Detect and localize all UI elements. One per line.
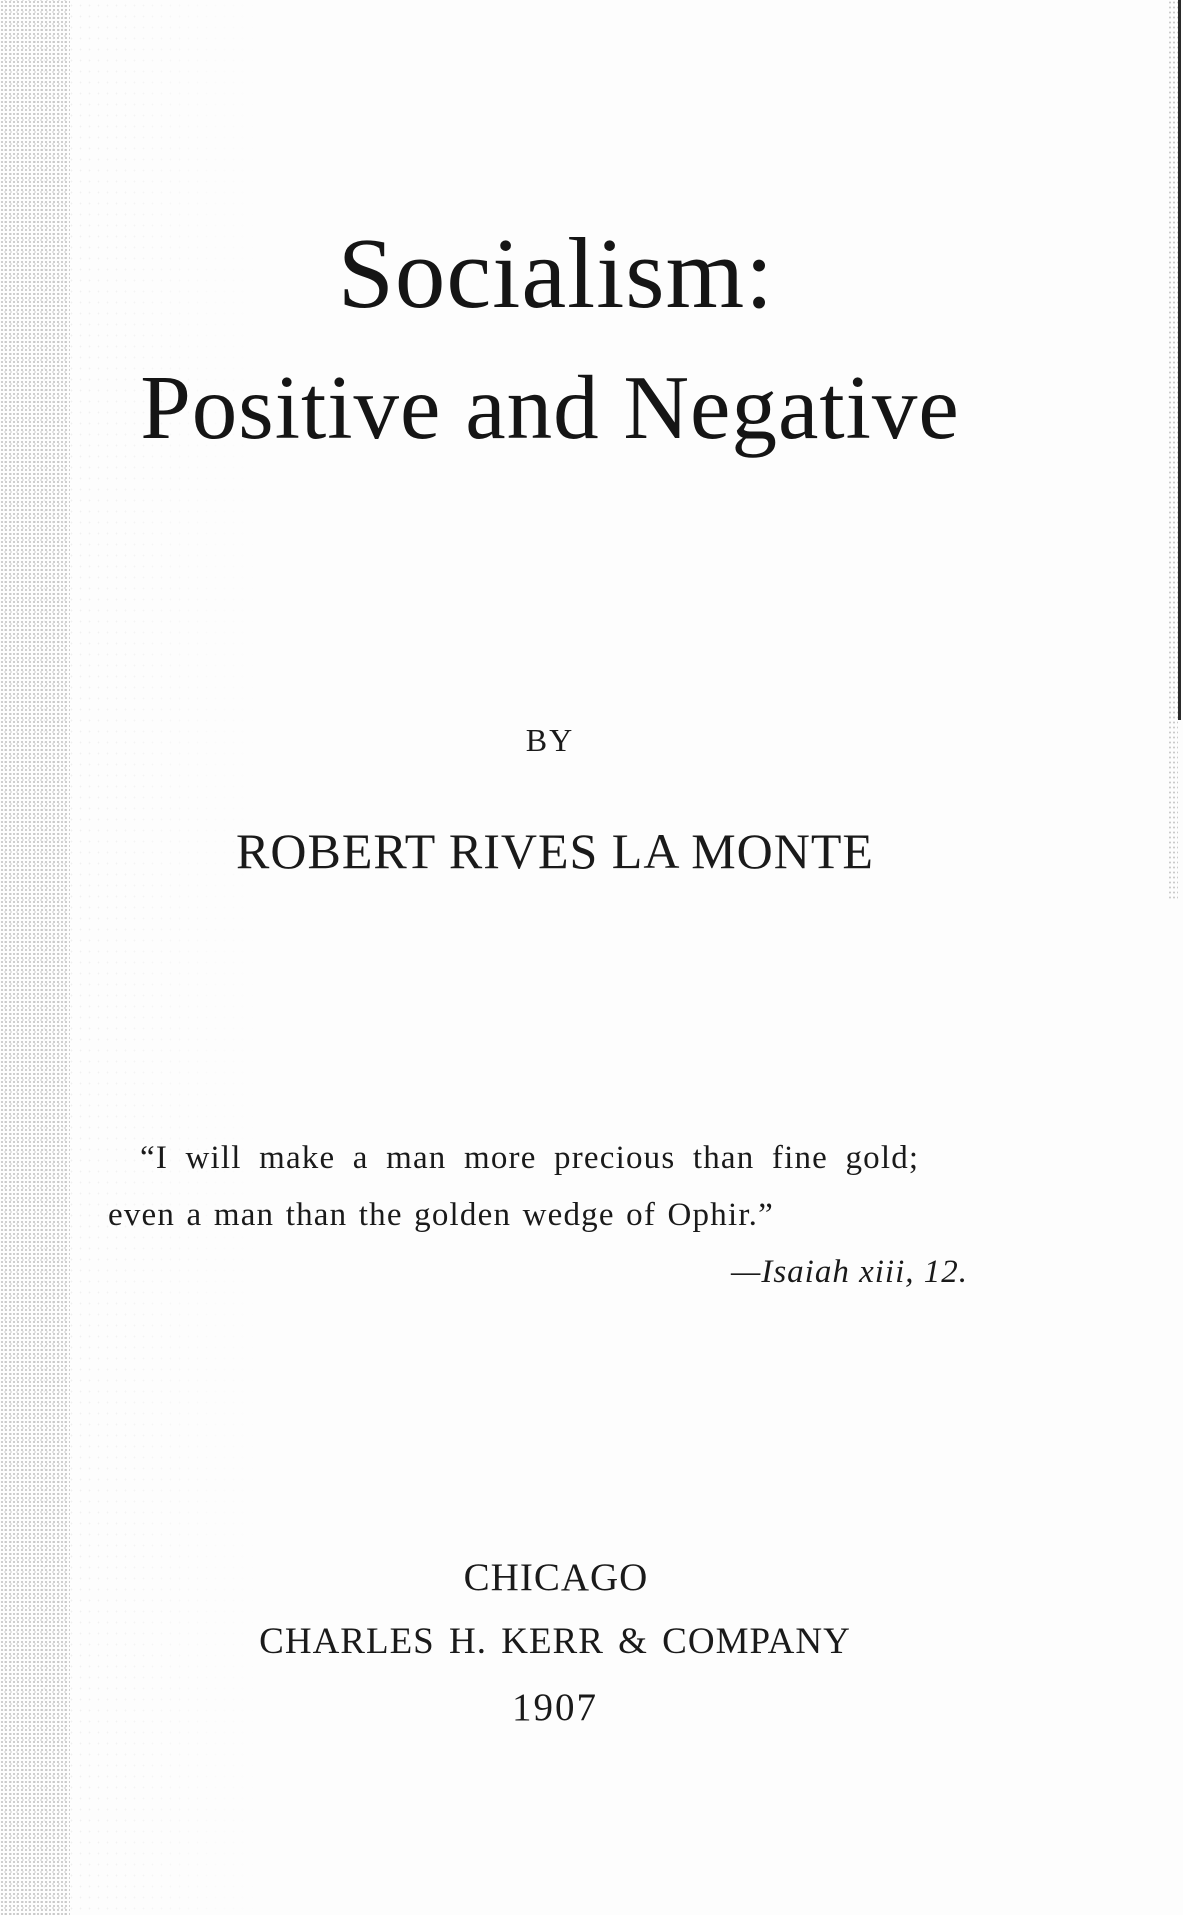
imprint-place: CHICAGO (463, 1556, 649, 1599)
imprint-publisher: CHARLES H. KERR & COMPANY (259, 1621, 851, 1662)
book-title: Socialism: (337, 217, 775, 329)
by-label: BY (525, 722, 575, 758)
page-edge-line (1178, 0, 1181, 720)
epigraph-citation: —Isaiah xiii, 12. (731, 1254, 968, 1290)
scan-edge-speckle (1168, 0, 1178, 900)
epigraph-line-2: even a man than the golden wedge of Ophir.” (108, 1197, 774, 1233)
imprint-year: 1907 (512, 1686, 598, 1729)
author-name: ROBERT RIVES LA MONTE (236, 823, 874, 879)
book-subtitle: Positive and Negative (140, 357, 960, 458)
epigraph-line-1: “I will make a man more precious than fine gold; (140, 1140, 920, 1176)
